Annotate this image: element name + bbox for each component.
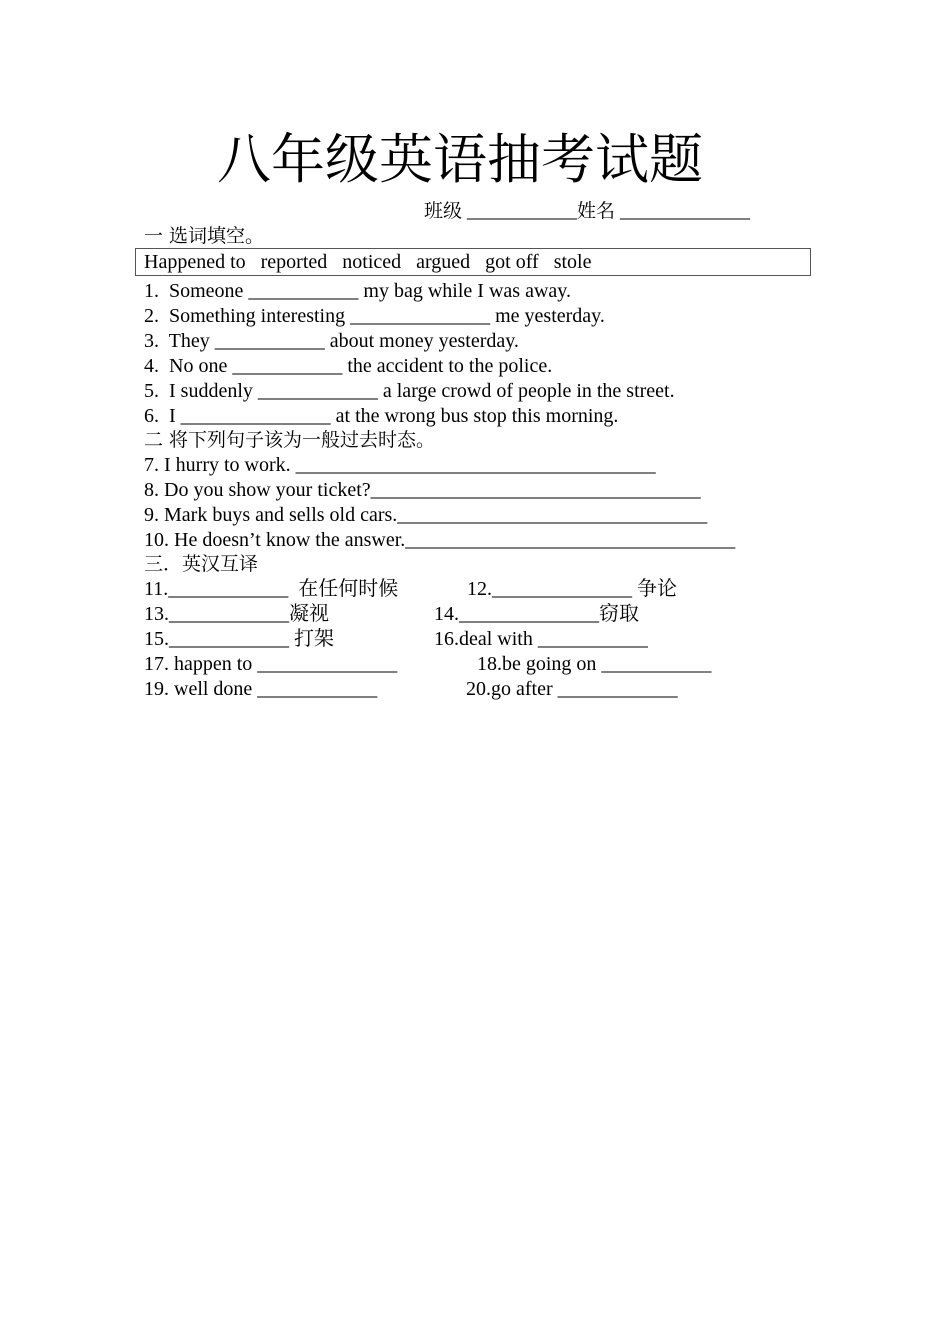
translation-12: 12.______________ 争论 <box>467 578 677 600</box>
section3-heading: 三．英汉互译 <box>144 553 259 575</box>
question-2: 2. Something interesting ______________ me yesterday. <box>144 305 605 327</box>
translation-19: 19. well done ____________ <box>144 678 378 700</box>
name-blank: _____________ <box>620 200 751 222</box>
question-4: 4. No one ___________ the accident to the police. <box>144 355 553 377</box>
translation-13: 13.____________凝视 <box>144 603 329 625</box>
translation-18: 18.be going on ___________ <box>477 653 712 675</box>
class-name-line <box>424 199 750 224</box>
question-5: 5. I suddenly ____________ a large crowd of people in the street. <box>144 380 675 402</box>
question-9: 9. Mark buys and sells old cars._______________________________ <box>144 504 708 526</box>
translation-14: 14.______________窃取 <box>434 603 639 625</box>
page-title: 八年级英语抽考试题 <box>217 128 703 191</box>
question-6: 6. I _______________ at the wrong bus stop this morning. <box>144 405 619 427</box>
translation-16: 16.deal with ___________ <box>434 628 648 650</box>
section2-heading: 二 将下列句子该为一般过去时态。 <box>144 429 436 451</box>
translation-11: 11.____________ 在任何时候 <box>144 578 399 600</box>
question-10: 10. He doesn’t know the answer._________________________________ <box>144 529 736 551</box>
translation-17: 17. happen to ______________ <box>144 653 398 675</box>
question-3: 3. They ___________ about money yesterday. <box>144 330 519 352</box>
class-label: 班级 <box>424 200 463 222</box>
translation-15: 15.____________ 打架 <box>144 628 334 650</box>
translation-20: 20.go after ____________ <box>466 678 678 700</box>
section1-heading: 一 选词填空。 <box>144 225 265 247</box>
question-1: 1. Someone ___________ my bag while I was away. <box>144 280 571 302</box>
name-label: 姓名 <box>577 200 616 222</box>
class-blank: ___________ <box>467 200 578 222</box>
word-bank-box <box>135 248 811 276</box>
question-7: 7. I hurry to work. ____________________________________ <box>144 454 656 476</box>
question-8: 8. Do you show your ticket?_________________________________ <box>144 479 701 501</box>
word-bank: Happened to reported noticed argued got off stole <box>144 251 592 273</box>
